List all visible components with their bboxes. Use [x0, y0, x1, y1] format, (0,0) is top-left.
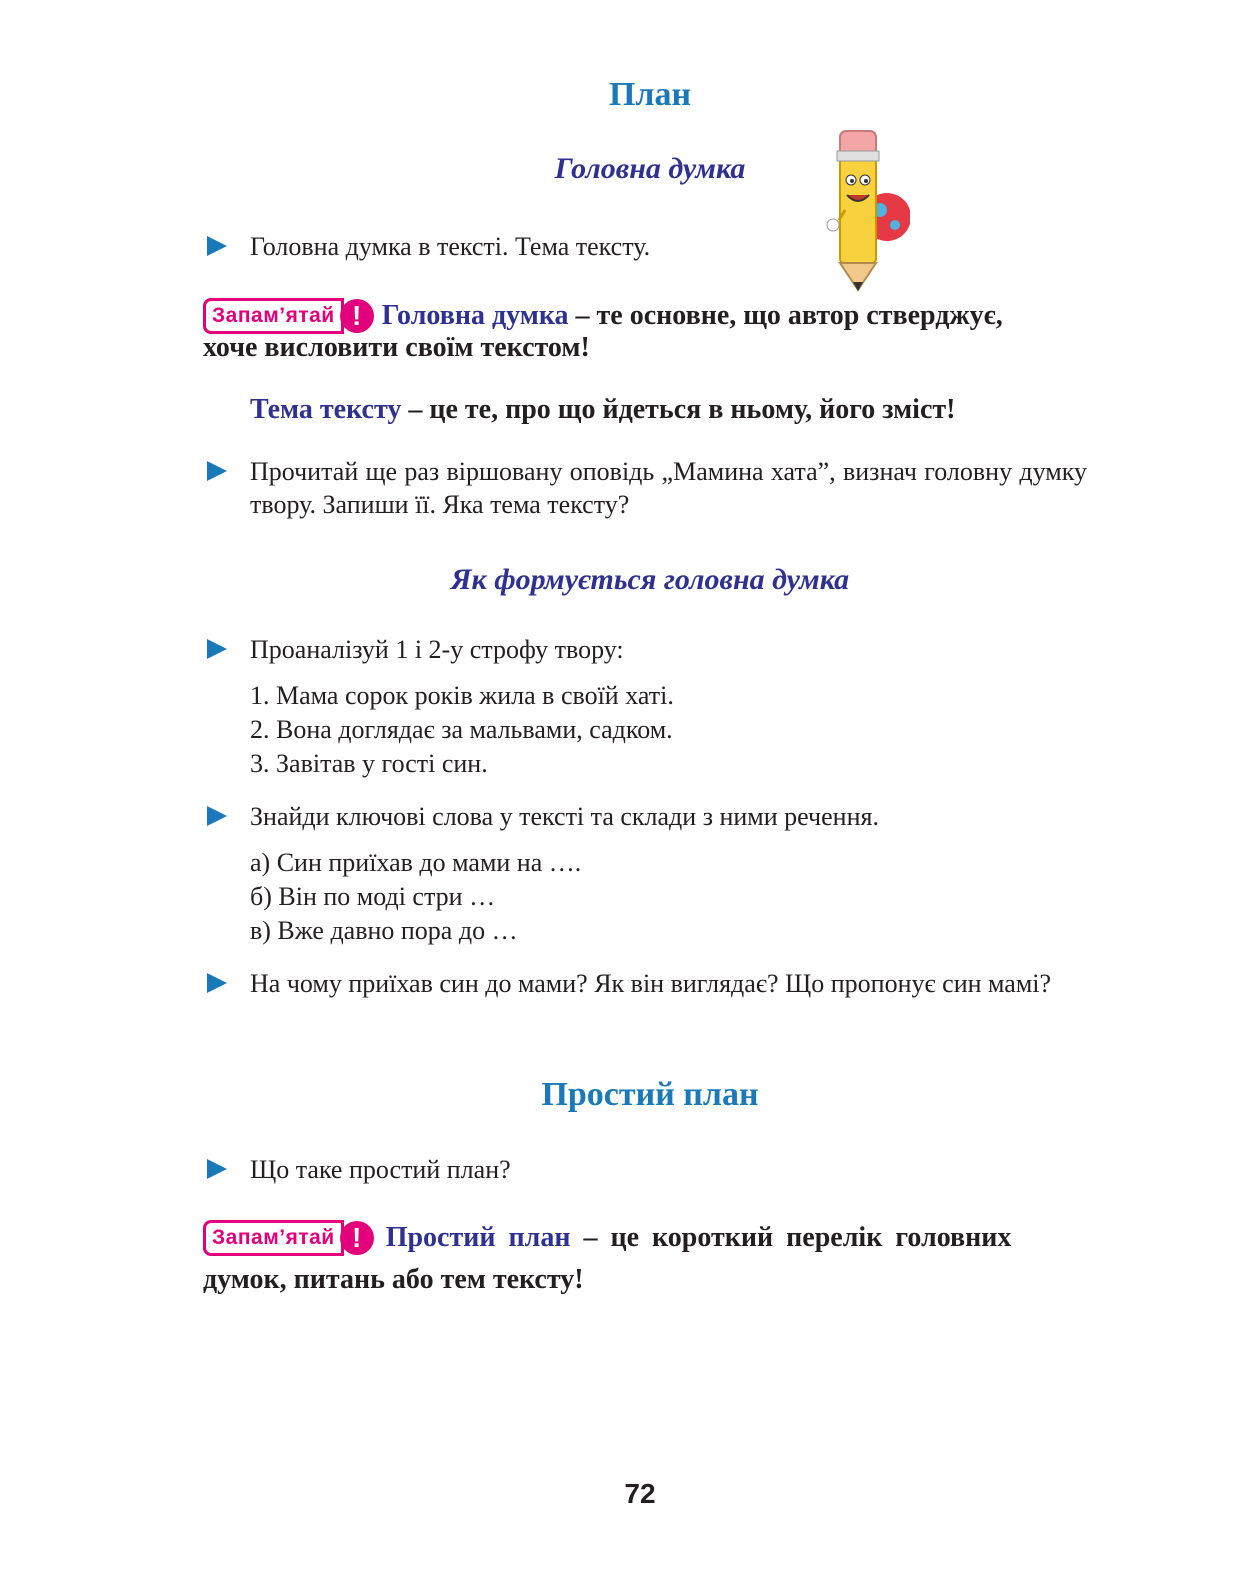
- list-item: Головна думка в тексті. Тема тексту.: [207, 230, 1087, 264]
- pencil-mascot-icon: [825, 125, 910, 295]
- bullet-arrow-icon: [207, 461, 227, 481]
- list-item: Що таке простий план?: [207, 1153, 1087, 1187]
- bullet-arrow-icon: [207, 236, 227, 256]
- remember-rule-main-idea: Запам’ятай ! Головна думка – те основне, що автор стверджує, хоче висловити своїм текстом!: [203, 300, 1003, 363]
- exclamation-icon: !: [340, 299, 374, 333]
- list-item: На чому приїхав син до мами? Як він виглядає? Що пропонує син мамі?: [207, 967, 1087, 1035]
- section-heading-forming-idea: Як формується головна думка: [450, 563, 850, 596]
- bullet-arrow-icon: [207, 639, 227, 659]
- remember-rule-simple-plan: Запам’ятай ! Простий план – це короткий перелік головних думок, питань або тем тексту!: [203, 1222, 1012, 1295]
- section-heading-main-idea: Головна думка: [554, 152, 746, 185]
- rule-text-topic: Тема тексту – це те, про що йдеться в ньому, його зміст!: [250, 394, 956, 425]
- bullet-arrow-icon: [207, 973, 227, 993]
- sub-list-item: 3. Завітав у гості син.: [250, 749, 488, 778]
- remember-badge: Запам’ятай !: [203, 1220, 374, 1256]
- section-heading-simple-plan: Простий план: [541, 1076, 759, 1113]
- sub-list-item: а) Син приїхав до мами на ….: [250, 848, 582, 877]
- sub-list-item: б) Він по моді стри …: [250, 882, 496, 911]
- bullet-arrow-icon: [207, 1159, 227, 1179]
- remember-badge: Запам’ятай !: [203, 298, 374, 334]
- exclamation-icon: !: [340, 1221, 374, 1255]
- bullet-arrow-icon: [207, 806, 227, 826]
- list-item: Знайди ключові слова у тексті та склади з ними речення.: [207, 800, 1087, 834]
- sub-list-item: 2. Вона доглядає за мальвами, садком.: [250, 715, 673, 744]
- sub-list-item: 1. Мама сорок років жила в своїй хаті.: [250, 681, 674, 710]
- list-item: Проаналізуй 1 і 2-у строфу твору:: [207, 633, 1087, 667]
- list-item: Прочитай ще раз віршовану оповідь „Мамина хата”, визнач головну думку твору. Запиши її. Яка тема тексту?: [207, 455, 1087, 523]
- sub-list-item: в) Вже давно пора до …: [250, 916, 518, 945]
- page-title: План: [608, 76, 692, 113]
- page-number: 72: [624, 1478, 656, 1509]
